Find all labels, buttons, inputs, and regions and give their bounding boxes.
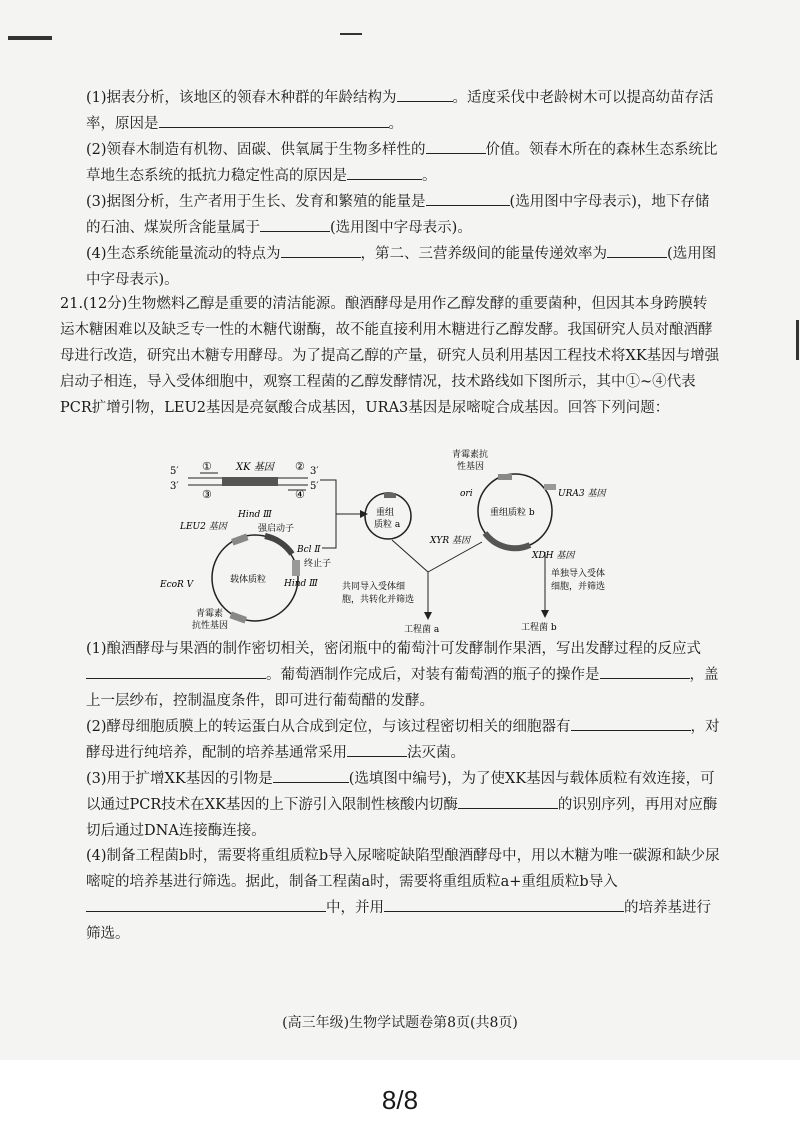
answer-blank[interactable] — [86, 896, 326, 912]
xdh-label: XDH 基因 — [532, 551, 575, 561]
plasmid-a-label-2: 质粒 a — [374, 520, 401, 530]
hind-site-top: Hind Ⅲ — [238, 510, 272, 520]
penR-label-2: 抗性基因 — [192, 621, 229, 631]
label-5prime-b: 5′ — [310, 481, 319, 492]
answer-blank[interactable] — [426, 138, 486, 154]
pen-top-label-1: 青霉素抗 — [452, 450, 489, 460]
primer-3: ③ — [202, 488, 212, 501]
page-footer: (高三年级)生物学试题卷第8页(共8页) — [282, 1015, 518, 1031]
answer-blank[interactable] — [260, 216, 330, 232]
bcl-site: Bcl Ⅱ — [297, 545, 321, 555]
answer-blank[interactable] — [86, 663, 266, 679]
label-3prime-b: 3′ — [310, 466, 319, 477]
xk-gene-label: XK 基因 — [236, 462, 274, 473]
scan-mark-left — [8, 36, 52, 40]
strain-a-label: 工程菌 a — [404, 625, 440, 634]
q21-part1: (1)酿酒酵母与果酒的制作密切相关，密闭瓶中的葡萄汁可发酵制作果酒，写出发酵过程的反应式。葡萄酒制作完成后，对装有葡萄酒的瓶子的操作是 ，盖上一层纱布，控制温度条件，即可进行葡萄醋的发酵。 — [86, 641, 719, 709]
gene-engineering-diagram — [160, 448, 640, 634]
single-transform-label-2: 细胞，并筛选 — [551, 582, 606, 592]
co-transform-label-1: 共同导入受体细 — [342, 582, 406, 592]
label-5prime-a: 5′ — [170, 466, 179, 477]
answer-blank[interactable] — [607, 242, 667, 258]
ecor-site: EcoR Ⅴ — [160, 580, 194, 590]
terminator-label: 终止子 — [304, 559, 332, 569]
q20-part2: (2)领春木制造有机物、固碳、供氧属于生物多样性的 价值。领春木所在的森林生态系统比草地生态系统的抵抗力稳定性高的原因是 。 — [86, 137, 720, 189]
answer-blank[interactable] — [571, 715, 691, 731]
q21-part3: (3)用于扩增XK基因的引物是 (选填图中编号)，为了使XK基因与载体质粒有效连接，可以通过PCR技术在XK基因的上下游引入限制性核酸内切酶 的识别序列，再用对应酶切后通过DNA连接酶连接。 — [86, 766, 720, 844]
xyr-label: XYR 基因 — [430, 536, 470, 546]
scan-mark-right — [796, 320, 799, 360]
answer-blank[interactable] — [458, 793, 558, 809]
single-transform-label-1: 单独导入受体 — [551, 569, 606, 579]
q20-part1: (1)据表分析，该地区的领春木种群的年龄结构为 。适度采伐中老龄树木可以提高幼苗存活率，原因是 。 — [86, 85, 720, 137]
q21-part2: (2)酵母细胞质膜上的转运蛋白从合成到定位，与该过程密切相关的细胞器有 ，对酵母进行纯培养，配制的培养基通常采用 法灭菌。 — [86, 714, 720, 766]
primer-1: ① — [202, 460, 212, 473]
primer-2: ② — [295, 460, 305, 473]
promoter-segment — [265, 536, 292, 554]
answer-blank[interactable] — [273, 767, 349, 783]
ura3-label: URA3 基因 — [558, 489, 606, 499]
q21-part4: (4)制备工程菌b时，需要将重组质粒b导入尿嘧啶缺陷型酿酒酵母中，用以木糖为唯一碳源和缺少尿嘧啶的培养基进行筛选。据此，制备工程菌a时，需要将重组质粒a+重组质粒b导入中，并用 的培养基进行筛选。 — [86, 848, 720, 942]
q20-part3: (3)据图分析，生产者用于生长、发育和繁殖的能量是 (选用图中字母表示)，地下存储的石油、煤炭所含能量属于 (选用图中字母表示)。 — [86, 189, 720, 241]
label-3prime-a: 3′ — [170, 481, 179, 492]
answer-blank[interactable] — [397, 86, 453, 102]
strain-b-label: 工程菌 b — [521, 623, 557, 633]
q21-intro: 21.(12分)生物燃料乙醇是重要的清洁能源。酿酒酵母是用作乙醇发酵的重要菌种，但因其本身跨膜转运木糖困难以及缺乏专一性的木糖代谢酶，故不能直接利用木糖进行乙醇发酵。我国研究人员对酿酒酵母进行改造，研究出木糖专用酵母。为了提高乙醇的产量，研究人员利用基因工程技术将XK基因与增强启动子相连，导入受体细胞中，观察工程菌的乙醇发酵情况，技术路线如下图所示，其中①~④代表PCR扩增引物，LEU2基因是亮氨酸合成基因，URA3基因是尿嘧啶合成基因。回答下列问题： — [60, 296, 720, 416]
answer-blank[interactable] — [159, 112, 389, 128]
promoter-label: 强启动子 — [258, 524, 295, 534]
co-transform-label-2: 胞，共转化并筛选 — [342, 595, 415, 605]
leu2-label: LEU2 基因 — [180, 522, 227, 532]
ori-label: ori — [460, 489, 473, 499]
hind-site-bottom: Hind Ⅲ — [284, 579, 318, 589]
answer-blank[interactable] — [347, 164, 422, 180]
answer-blank[interactable] — [281, 242, 361, 258]
vector-label: 载体质粒 — [230, 575, 267, 585]
pen-top-label-2: 性基因 — [457, 462, 485, 472]
xk-gene-bar — [222, 477, 278, 486]
q20-part4: (4)生态系统能量流动的特点为 ，第二、三营养级间的能量传递效率为 (选用图中字母表示)。 — [86, 241, 720, 293]
xyr-segment — [485, 533, 530, 548]
answer-blank[interactable] — [347, 741, 407, 757]
penR-label-1: 青霉素 — [196, 609, 224, 619]
answer-blank[interactable] — [426, 190, 510, 206]
answer-blank[interactable] — [384, 896, 624, 912]
plasmid-a-label-1: 重组 — [376, 508, 395, 518]
page-number: 8/8 — [381, 1085, 419, 1115]
plasmid-b-label: 重组质粒 b — [490, 508, 535, 518]
scan-mark-top — [340, 33, 362, 35]
answer-blank[interactable] — [600, 663, 690, 679]
primer-4: ④ — [295, 488, 305, 501]
